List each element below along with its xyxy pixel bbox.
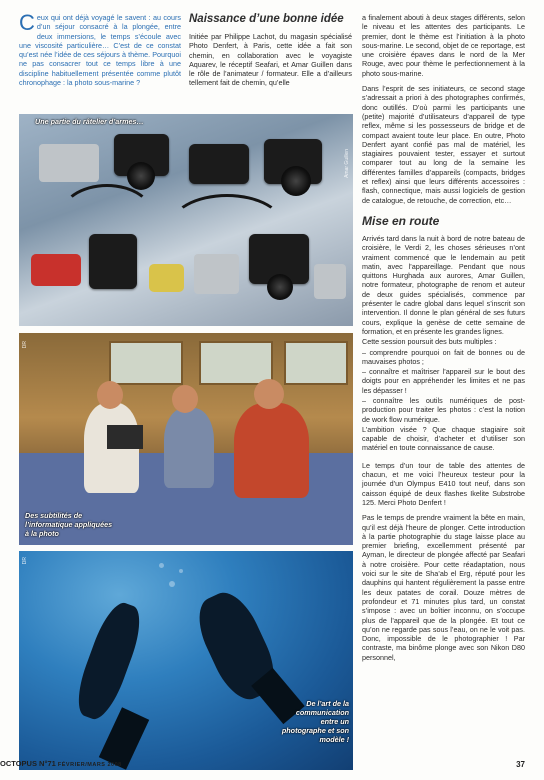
col3-paragraph-1: a finalement abouti à deux stages différents, selon le niveau et les attentes des participants. Le premier, dont le thème est l’initiation à la photo sous-marine. Le second, objet de ce reportage, est une croisière épaves dans le nord de la Mer Rouge, avec pour thème le perfectionnement à la photo sous-marine. [362, 13, 525, 78]
camera-housing [194, 254, 239, 294]
drop-cap: C [19, 10, 35, 35]
section-title-naissance: Naissance d’une bonne idée [189, 13, 344, 25]
intro-text: eux qui ont déjà voyagé le savent : au cours d’un séjour consacré à la plongée, entre deux immersions, le temps s’écoule avec une viscosité particulière… C’est de ce constat qu’est née l’idée de ces séjours à thème. Pourquoi ne pas consacrer tout ce temps libre à une discipline habituellement présentée comme plutôt chronophage : la photo sous-marine ? [19, 13, 181, 88]
page-number: 37 [516, 760, 525, 769]
camera-housing [149, 264, 184, 292]
col3-paragraph-3: Arrivés tard dans la nuit à bord de notre bateau de croisière, le Verdi 2, les choses sérieuses n’ont vraiment commencé que le lendemain au petit matin, avec l’appareillage. Pendant que nous quittons Hurghada aux aurores, Amar Guillen, notre formateur, photographe de renom et auteur de deux guides spécialisés, commence par présenter le cadre global dans lequel s’inscrit son intervention. Il donne le plan général de ses futurs cours, explique la genèse de cette semaine de formation, et en présente les grandes lignes. [362, 233, 525, 336]
man-red-shirt [234, 403, 309, 498]
goals-list [362, 348, 525, 424]
camera-housing [189, 144, 249, 184]
column-three [362, 13, 525, 668]
strobe-arm [169, 194, 285, 260]
intro-paragraph [19, 10, 181, 88]
lens-port [127, 162, 155, 190]
photo-computer-session [19, 333, 353, 545]
photo-caption-1: Une partie du râtelier d’armes… [35, 117, 144, 126]
photo-credit-2: DR [22, 341, 28, 349]
bubble [179, 569, 183, 573]
col3-paragraph-7: Pas le temps de prendre vraiment la bête en main, qu’il est déjà l’heure de plonger. Cette introduction à la partie photographie du stage laisse place au premier briefing, excellemment présenté par Ayman, le directeur de plongée affecté par Seafari à notre croisière. Pour cette réadaptation, nous voici sur le site de Sha’ab el Erg, réputé pour les dauphins qui hantent régulièrement la passe entre les deux patates de corail. Douze mètres de profondeur et 71 minutes plus tard, un constat s’impose : avec un boîtier inconnu, on s’occupe plus de l’appareil que de la plongée. Et tout ce qu’on ne regarde pas sous l’eau, on ne le voit pas. Donc, impossible de le photographier ! Par contraste, ma binôme plonge avec son Nikon D80 personnel, [362, 513, 525, 662]
col3-paragraph-6: Le temps d’un tour de table des attentes de chacun, et me voici l’heureux testeur pour la journée d’un Olympus E410 tout neuf, dans son caisson équipé de deux flashes Ikelite Substrobe 125. Merci Photo Denfert ! [362, 460, 525, 507]
section-title-mise-en-route: Mise en route [362, 213, 440, 228]
photo-caption-2: Des subtilités de l’informatique appliquées à la photo [25, 511, 113, 538]
photo-caption-3: De l’art de la communication entre un photographe et son modèle ! [281, 699, 349, 744]
lens-port [267, 274, 293, 300]
camera-housing [314, 264, 346, 299]
window [284, 341, 348, 385]
head [172, 385, 198, 413]
bubble [159, 563, 164, 568]
photo-credit-3: DR [22, 557, 28, 565]
section1-paragraph: Initiée par Philippe Lachot, du magasin spécialisé Photo Denfert, à Paris, cette idée a fait son chemin, en collaboration avec le voyagiste Aquarev, le réceptif Seafari, et Amar Guillen dans le rôle de l’animateur / formateur. Elle a d’ailleurs tellement fait de chemin, qu’elle [189, 32, 352, 88]
lens-port [281, 166, 311, 196]
photo-credit-1: Amar Guillen [344, 149, 350, 178]
camera-housing [39, 144, 99, 182]
issue-number: N°71 [39, 759, 56, 768]
head [254, 379, 284, 409]
photo-divers-underwater [19, 551, 353, 770]
head [97, 381, 123, 409]
list-item: – connaître et maîtriser l’appareil sur le bout des doigts pour en appréhender les limites et ne pas les dépasser ! [362, 367, 525, 395]
diver-left [70, 598, 149, 724]
col3-paragraph-5: L’ambition visée ? Que chaque stagiaire soit capable de choisir, d’acheter et d’utiliser son matériel en toute connaissance de cause. [362, 424, 525, 453]
col3-paragraph-4: Cette session poursuit des buts multiples : [362, 337, 497, 347]
issue-date: FÉVRIER/MARS 2008 [57, 762, 122, 768]
page-footer [0, 759, 122, 768]
bubble [169, 581, 175, 587]
list-item: – comprendre pourquoi on fait de bonnes ou de mauvaises photos ; [362, 347, 525, 366]
camera-housing [31, 254, 81, 286]
column-two [189, 13, 352, 94]
window [109, 341, 183, 385]
magazine-name: OCTOPUS [0, 759, 37, 768]
photo-camera-equipment [19, 114, 353, 326]
list-item: – connaître les outils numériques de post-production pour traiter les photos : c’est la notion de work flow numérique. [362, 395, 525, 424]
strobe-arm [59, 184, 155, 250]
window [199, 341, 273, 385]
woman [164, 408, 214, 488]
laptop [107, 425, 143, 449]
col3-paragraph-2: Dans l’esprit de ses initiateurs, ce second stage s’adressait a priori à des photographes confirmés, donc outillés. D’où parmi les participants une (petite) majorité d’utilisateurs d’appareil de type reflex, même si les possesseurs de bridge et de compact avaient toute leur place. En outre, Photo Denfert ayant confié pas mal de matériel, les stagiaires pouvaient tester, essayer et surtout comparer tout au long de la semaine les différentes familles d’appareils (compacts, bridges et reflex) ainsi que leurs différents accessoires : flash, connectique, mais aussi logiciels de gestion de catalogue, de retouche, de correction, etc… [362, 84, 525, 205]
